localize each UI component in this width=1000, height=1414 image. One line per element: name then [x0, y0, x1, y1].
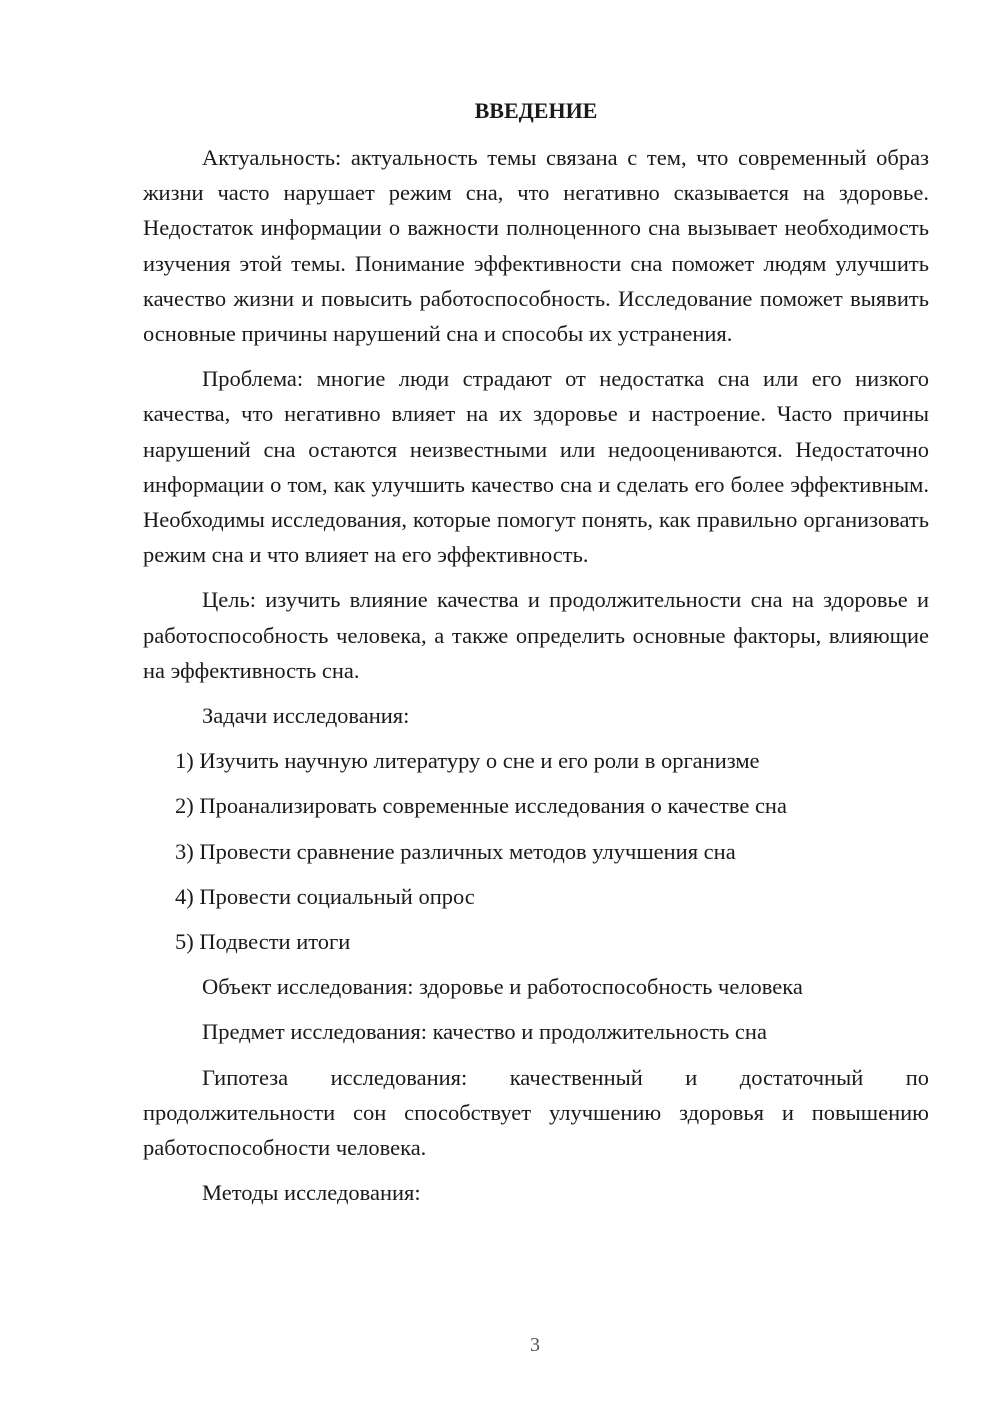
- problem-paragraph: Проблема: многие люди страдают от недостатка сна или его низкого качества, что негативно влияет на их здоровье и настроение. Часто причины нарушений сна остаются неизвестными или недооцениваются. Недостаточно информации о том, как улучшить качество сна и сделать его более эффективным. Необходимы исследования, которые помогут понять, как правильно организовать режим сна и что влияет на его эффективность.: [143, 366, 929, 568]
- hypothesis-paragraph: Гипотеза исследования: качественный и достаточный по продолжительности сон способствует улучшению здоровья и повышению работоспособности человека.: [143, 1064, 929, 1161]
- tasks-heading: Задачи исследования:: [202, 703, 410, 729]
- list-item: 5) Подвести итоги: [175, 929, 351, 955]
- page-number: 3: [530, 1334, 540, 1356]
- list-item: 4) Провести социальный опрос: [175, 883, 475, 909]
- goal-paragraph: Цель: изучить влияние качества и продолжительности сна на здоровье и работоспособность человека, а также определить основные факторы, влияющие на эффективность сна.: [143, 587, 929, 683]
- page-title: ВВЕДЕНИЕ: [474, 98, 598, 123]
- methods-heading: Методы исследования:: [202, 1180, 421, 1206]
- research-subject: Предмет исследования: качество и продолжительность сна: [202, 1019, 767, 1045]
- list-item: 3) Провести сравнение различных методов улучшения сна: [175, 838, 736, 864]
- tasks-list: [143, 743, 929, 959]
- page-content: [143, 93, 929, 1220]
- list-item: 2) Проанализировать современные исследования о качестве сна: [175, 793, 787, 819]
- list-item: 1) Изучить научную литературу о сне и его роли в организме: [175, 748, 760, 774]
- relevance-paragraph: Актуальность: актуальность темы связана с тем, что современный образ жизни часто нарушает режим сна, что негативно сказывается на здоровье. Недостаток информации о важности полноценного сна вызывает необходимость изучения этой темы. Понимание эффективности сна поможет людям улучшить качество жизни и повысить работоспособность. Исследование поможет выявить основные причины нарушений сна и способы их устранения.: [143, 145, 929, 347]
- research-object: Объект исследования: здоровье и работоспособность человека: [202, 974, 803, 1000]
